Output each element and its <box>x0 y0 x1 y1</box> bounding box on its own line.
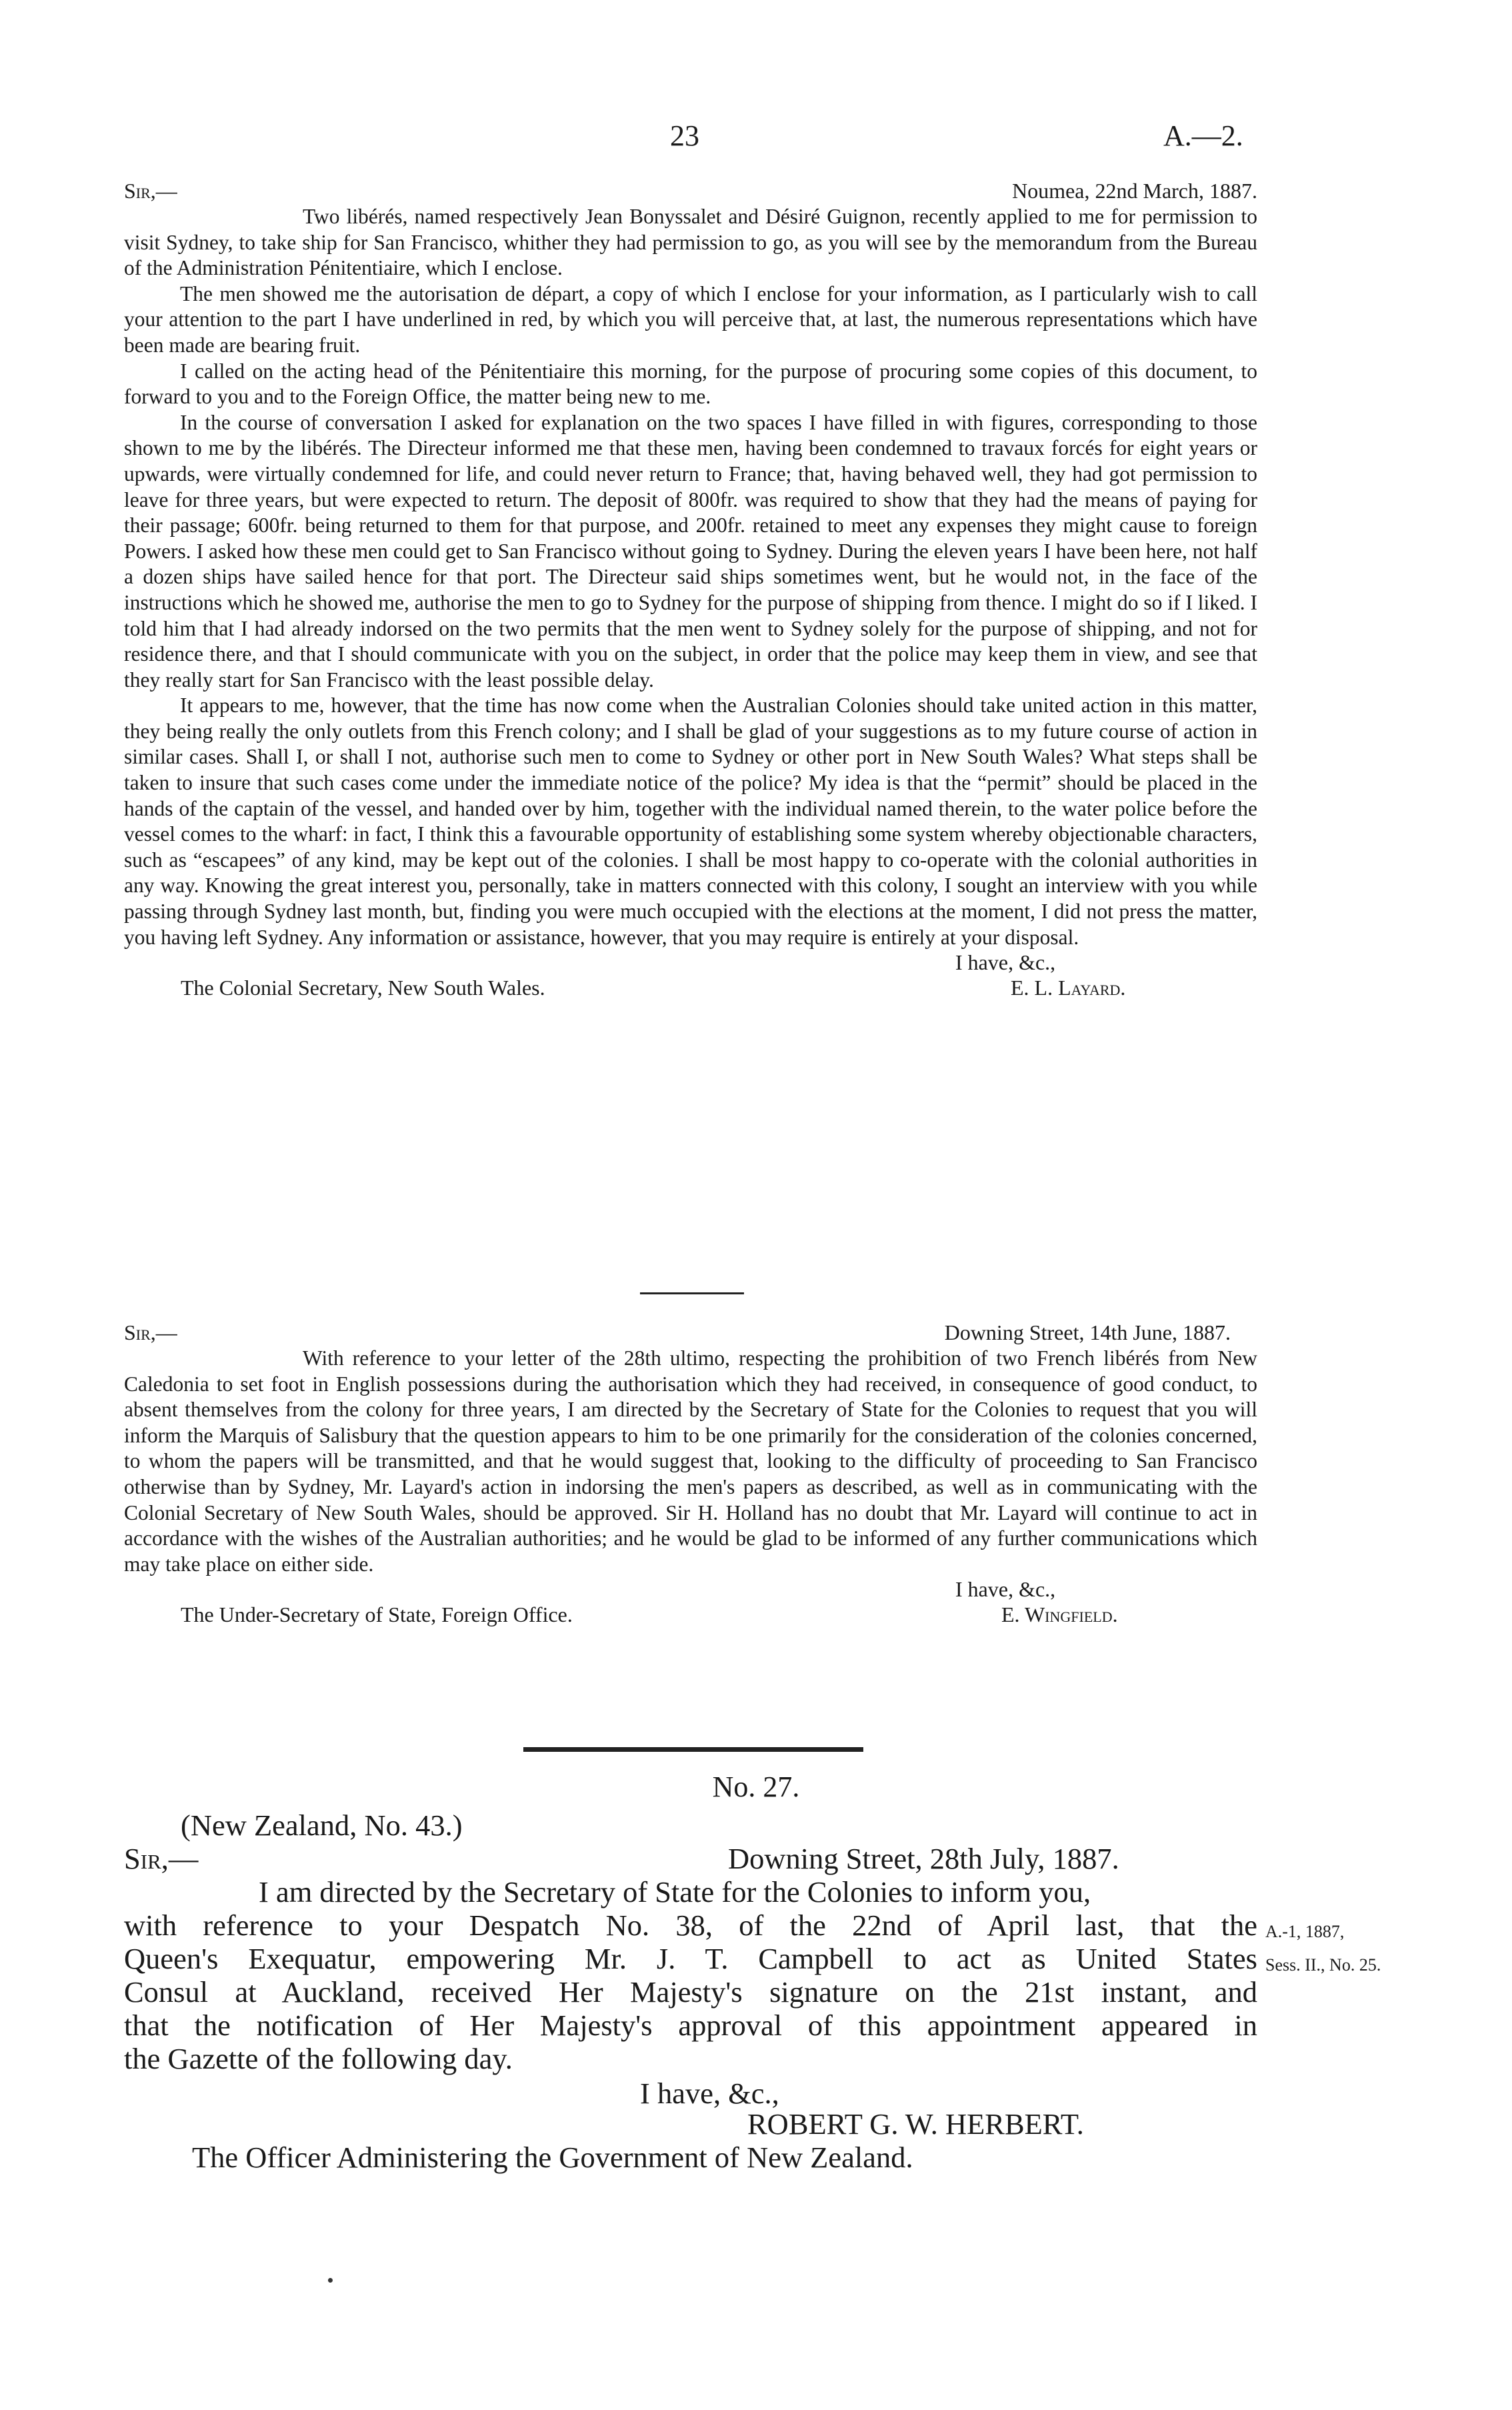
salutation: Sir,— <box>124 179 177 203</box>
paragraph: In the course of conversation I asked for explanation on the two spaces I have filled in with figures, corresponding to those shown to me by the libérés. The Directeur informed me that these men, having been condemned to travaux forcés for eight years or upwards, were virtually condemned for life, and could never return to France; that, having behaved well, they had got permission to leave for three years, but were expected to return. The deposit of 800fr. was required to show that they had the means of paying for their passage; 600fr. being returned to them for that purpose, and 200fr. retained to meet any expenses they might cause to foreign Powers. I asked how these men could get to San Francisco without going to Sydney. During the eleven years I have been here, not half a dozen ships have sailed hence for that port. The Directeur said ships sometimes went, but he would not, in the face of the instructions which he showed me, authorise the men to go to Sydney for the purpose of shipping from thence. I might do so if I liked. I told him that I had already indorsed on the two permits that the men went to Sydney solely for the purpose of shipping, and not for residence there, and that I should communicate with you on the subject, in order that the police may keep them in view, and see that they really start for San Francisco with the least possible delay. <box>124 410 1257 692</box>
paragraph: I called on the acting head of the Pénitentiaire this morning, for the purpose of procuring some copies of this document, to forward to you and to the Foreign Office, the matter being new to me. <box>124 359 1257 409</box>
place-date: Downing Street, 14th June, 1887. <box>944 1320 1231 1344</box>
paragraph: With reference to your letter of the 28th ultimo, respecting the prohibition of two French libérés from New Caledonia to set foot in English possessions during the authorisation which they had received, in consequence of good conduct, to absent themselves from the colony for three years, I am directed by the Secretary of State for the Colonies to request that you will inform the Marquis of Salisbury that the question appears to him to be one primarily for the consideration of the colonies concerned, to whom the papers will be transmitted, and that he would suggest that, looking to the difficulty of proceeding to San Francisco otherwise than by Sydney, Mr. Layard's action in indorsing the men's papers as described, as well as in communicating with the Colonial Secretary of New South Wales, should be approved. Sir H. Holland has no doubt that Mr. Layard will continue to act in accordance with the wishes of the Australian authorities; and he would be glad to be informed of any further communications which may take place on either side. <box>124 1346 1257 1576</box>
letter-heading <box>124 179 1257 204</box>
series-reference: (New Zealand, No. 43.) <box>181 1809 463 1842</box>
addressee: The Colonial Secretary, New South Wales. <box>181 976 545 1000</box>
body-line: Consul at Auckland, received Her Majesty's signature on the 21st instant, and <box>124 1975 1257 2009</box>
margin-note: Sess. II., No. 25. <box>1265 1955 1381 1975</box>
body-line: with reference to your Despatch No. 38, of the 22nd of April last, that the <box>124 1909 1257 1942</box>
place-date: Noumea, 22nd March, 1887. <box>1012 179 1257 203</box>
letter-downing-june <box>124 1320 1257 1630</box>
letter-body <box>124 1346 1257 1577</box>
closing: I have, &c., <box>955 1577 1056 1602</box>
salutation: Sir,— <box>124 1842 199 1875</box>
letter-heading <box>124 1320 1257 1346</box>
closing: I have, &c., <box>640 2077 779 2110</box>
page-header <box>0 119 1512 159</box>
letter-noumea <box>124 179 1257 1004</box>
document-reference: A.—2. <box>1163 119 1243 152</box>
page-number: 23 <box>670 119 699 152</box>
paragraph: The men showed me the autorisation de départ, a copy of which I enclose for your information, as I particularly wish to call your attention to the part I have underlined in red, by which you will perceive that, at last, the numerous representations which have been made are bearing fruit. <box>124 281 1257 357</box>
letter-downing-july <box>124 1809 1381 2182</box>
body-line: that the notification of Her Majesty's approval of this appointment appeared in <box>124 2009 1257 2042</box>
addressee: The Under-Secretary of State, Foreign Office. <box>181 1602 573 1627</box>
section-divider <box>640 1292 744 1294</box>
place-date: Downing Street, 28th July, 1887. <box>728 1842 1119 1875</box>
salutation: Sir,— <box>124 1320 177 1344</box>
signature: ROBERT G. W. HERBERT. <box>747 2107 1084 2141</box>
addressee: The Officer Administering the Government of New Zealand. <box>192 2141 913 2174</box>
closing: I have, &c., <box>955 950 1056 975</box>
body-line: I am directed by the Secretary of State for the Colonies to inform you, <box>259 1875 1091 1909</box>
body-line: Queen's Exequatur, empowering Mr. J. T. Campbell to act as United States <box>124 1942 1257 1975</box>
letter-body <box>124 204 1257 950</box>
paragraph: It appears to me, however, that the time has now come when the Australian Colonies should take united action in this matter, they being really the only outlets from this French colony; and I shall be glad of your suggestions as to my future course of action in similar cases. Shall I, or shall I not, authorise such men to come to Sydney or other port in New South Wales? What steps shall be taken to insure that such cases come under the immediate notice of the police? My idea is that the “permit” should be placed in the hands of the captain of the vessel, and handed over by him, together with the individual named therein, to the water police before the vessel comes to the wharf: in fact, I think this a favourable opportunity of establishing some system whereby objectionable characters, such as “escapees” of any kind, may be kept out of the colonies. I shall be most happy to co-operate with the colonial authorities in any way. Knowing the great interest you, personally, take in matters connected with this colony, I sought an interview with you while passing through Sydney last month, but, finding you were much occupied with the elections at the moment, I did not press the matter, you having left Sydney. Any information or assistance, however, that you may require is entirely at your disposal. <box>124 694 1257 949</box>
section-divider-thick <box>523 1747 863 1752</box>
despatch-number: No. 27. <box>712 1770 800 1803</box>
ink-speck <box>328 2278 333 2283</box>
signature-block <box>124 950 1257 1004</box>
margin-note: A.-1, 1887, <box>1265 1922 1345 1941</box>
signature: E. L. Layard. <box>1011 976 1126 1000</box>
body-line: the Gazette of the following day. <box>124 2042 513 2075</box>
signature-block <box>124 1577 1257 1630</box>
paragraph: Two libérés, named respectively Jean Bonyssalet and Désiré Guignon, recently applied to me for permission to visit Sydney, to take ship for San Francisco, whither they had permission to go, as you will see by the memorandum from the Bureau of the Administration Pénitentiaire, which I enclose. <box>124 205 1257 280</box>
signature: E. Wingfield. <box>1001 1602 1118 1627</box>
